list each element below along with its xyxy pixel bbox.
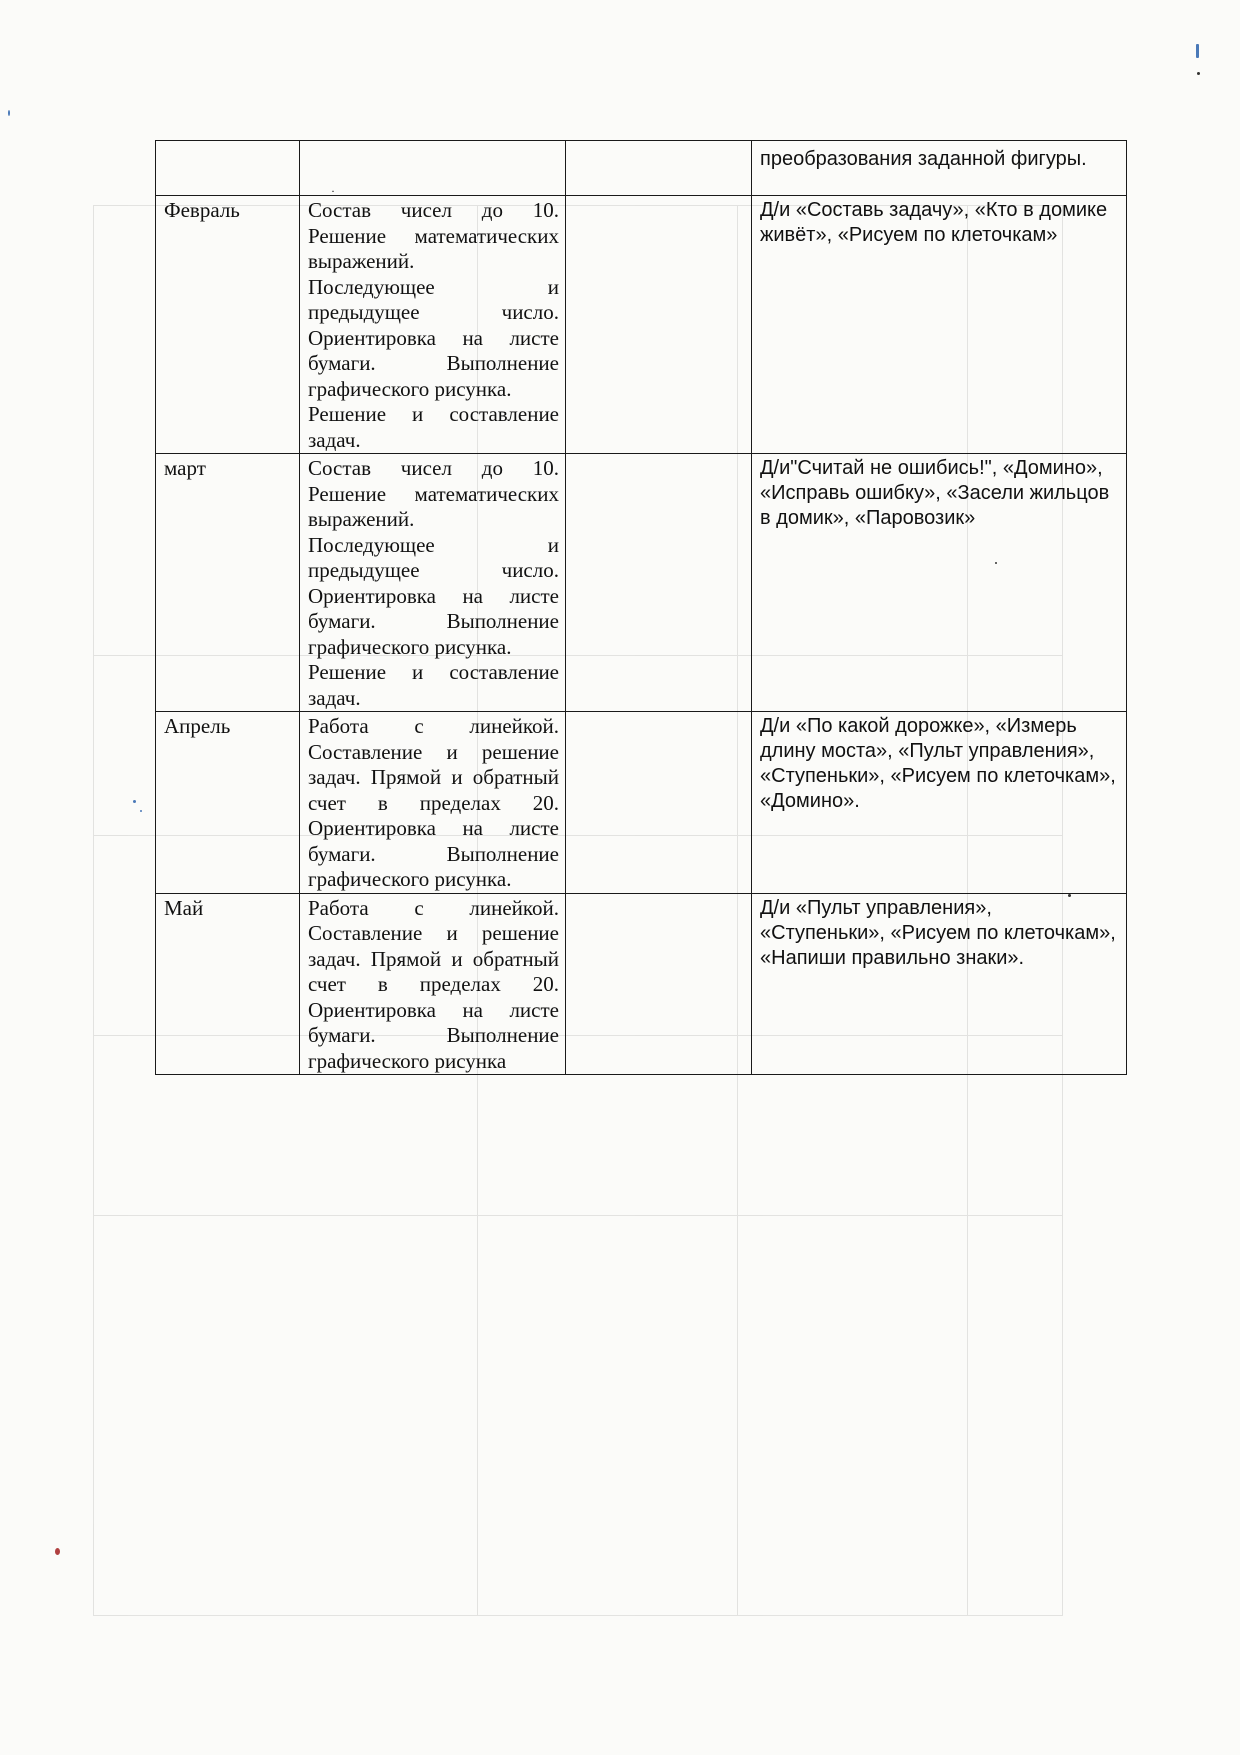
content-paragraph: Решение и составление задач. [308, 660, 559, 710]
goals-cell [566, 712, 752, 894]
scan-speck [133, 800, 136, 803]
content-paragraph: Состав чисел до 10. Решение математических выражений. [308, 198, 559, 273]
content-paragraph: Работа с линейкой. Составление и решение задач. Прямой и обратный счет в пределах 20. Ориентировка на листе бумаги. Выполнение графического рисунка [308, 895, 559, 1073]
scan-speck [8, 110, 10, 116]
scan-speck [140, 810, 142, 812]
content-cell [300, 141, 566, 196]
games-cell: Д/и"Считай не ошибись!", «Домино», «Исправь ошибку», «Засели жильцов в домик», «Паровозик» [752, 454, 1127, 712]
table-row [156, 712, 1127, 894]
content-paragraph: Работа с линейкой. Составление и решение задач. Прямой и обратный счет в пределах 20. Ориентировка на листе бумаги. Выполнение графического рисунка. [308, 714, 559, 891]
goals-cell [566, 893, 752, 1075]
month-cell: Апрель [156, 712, 300, 894]
content-cell [300, 893, 566, 1075]
content-cell [300, 196, 566, 454]
content-cell [300, 454, 566, 712]
table-row [156, 454, 1127, 712]
content-paragraph: Решение и составление задач. [308, 402, 559, 452]
month-cell: март [156, 454, 300, 712]
table-row [156, 196, 1127, 454]
games-cell: Д/и «Составь задачу», «Кто в домике живёт», «Рисуем по клеточкам» [752, 196, 1127, 454]
month-cell: Май [156, 893, 300, 1075]
goals-cell [566, 196, 752, 454]
table-row [156, 141, 1127, 196]
games-cell: Д/и «Пульт управления», «Ступеньки», «Рисуем по клеточкам», «Напиши правильно знаки». [752, 893, 1127, 1075]
games-cell: преобразования заданной фигуры. [752, 141, 1127, 196]
curriculum-table [155, 140, 1127, 1075]
games-cell: Д/и «По какой дорожке», «Измерь длину моста», «Пульт управления», «Ступеньки», «Рисуем по клеточкам», «Домино». [752, 712, 1127, 894]
goals-cell [566, 141, 752, 196]
scan-speck [1196, 44, 1199, 58]
content-paragraph: Последующее и предыдущее число. Ориентировка на листе бумаги. Выполнение графического рисунка. [308, 532, 559, 659]
scan-speck [1197, 72, 1200, 75]
content-paragraph: Состав чисел до 10. Решение математических выражений. [308, 456, 559, 531]
month-cell: Февраль [156, 196, 300, 454]
goals-cell [566, 454, 752, 712]
scan-speck [55, 1548, 60, 1555]
month-cell [156, 141, 300, 196]
content-paragraph: Последующее и предыдущее число. Ориентировка на листе бумаги. Выполнение графического рисунка. [308, 274, 559, 401]
table-row [156, 893, 1127, 1075]
content-cell [300, 712, 566, 894]
stray-dot: · [331, 184, 335, 198]
